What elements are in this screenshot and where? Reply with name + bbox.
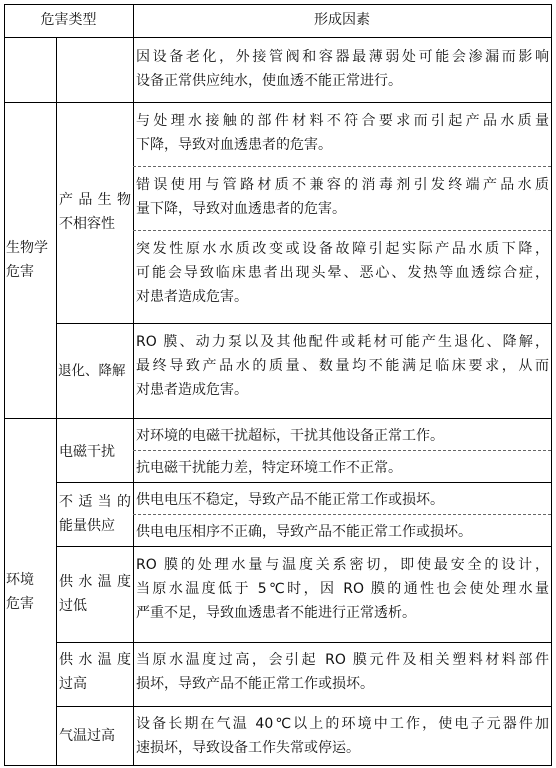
sub-power-line2: 能量供应	[59, 518, 115, 534]
factor-r10	[136, 648, 549, 696]
factor-r9	[136, 553, 549, 625]
factor-line: 当原水温度低于 5℃时，因 RO 膜的通性也会使处理水量	[136, 581, 549, 597]
factor-line: 供电电压相序不正确，导致产品不能正常工作或损坏。	[136, 524, 472, 540]
factor-line: 抗电磁干扰能力差，特定环境工作不正常。	[136, 460, 402, 476]
sub-temp-high-line2: 过高	[59, 676, 87, 692]
sub-sep-1	[56, 323, 552, 324]
sub-temp-high-line1: 供水温度	[59, 652, 131, 668]
factor-line: 量下降，导致对血透患者的危害。	[136, 201, 346, 217]
dash-sep-3	[133, 450, 551, 451]
factor-line: 可能会导致临床患者出现头晕、恶心、发热等血透综合症，	[136, 265, 549, 281]
category-env-line1: 环境	[6, 572, 34, 588]
category-bio	[6, 236, 56, 284]
sub-sep-2	[56, 482, 552, 483]
factor-r8	[136, 520, 549, 544]
sub-power-line1: 不适当的	[59, 494, 131, 510]
factor-line: 最终导致产品水的质量、数量均不能满足临床要求，从而	[136, 358, 549, 374]
sub-temp-high	[59, 648, 131, 696]
factor-line: 下降，导致对血透患者的危害。	[136, 137, 332, 153]
factor-r11	[136, 712, 549, 760]
sub-temp-low-line2: 过低	[59, 598, 87, 614]
sub-emi: 电磁干扰	[59, 444, 115, 460]
factor-r5	[136, 424, 549, 448]
factor-line: 设备长期在气温 40℃以上的环境中工作，使电子元器件加	[136, 716, 549, 732]
col-sep-2	[133, 4, 134, 766]
dash-sep-4	[133, 514, 551, 515]
sub-sep-3	[56, 546, 552, 547]
factor-r7	[136, 488, 549, 512]
factor-line: 突发性原水水质改变或设备故障引起实际产品水质下降，	[136, 241, 549, 257]
factor-r1	[136, 109, 549, 157]
factor-line: 对患者造成危害。	[136, 289, 248, 305]
factor-line: 因设备老化，外接管阀和容器最薄弱处可能会渗漏而影响	[136, 49, 549, 65]
sub-temp-low	[59, 570, 131, 618]
factor-line: 当原水温度过高，会引起 RO 膜元件及相关塑料材料部件	[136, 652, 549, 668]
category-bio-line1: 生物学	[6, 240, 48, 256]
factor-line: RO 膜、动力泵以及其他配件或耗材可能产生退化、降解，	[136, 334, 549, 350]
factor-line: 与处理水接触的部件材料不符合要求而引起产品水质量	[136, 113, 549, 129]
table-border-left	[4, 4, 5, 766]
table-border-bottom	[4, 765, 552, 766]
dash-sep-1	[133, 166, 551, 167]
factor-line: 设备正常供应纯水，使血透不能正常进行。	[136, 73, 402, 89]
row-sep-category	[4, 418, 552, 419]
sub-air-high: 气温过高	[59, 728, 115, 744]
sub-sep-4	[56, 642, 552, 643]
factor-line: 错误使用与管路材质不兼容的消毒剂引发终端产品水质	[136, 177, 549, 193]
category-env	[6, 568, 56, 616]
table-border-top	[4, 4, 552, 5]
factor-line: RO 膜的处理水量与温度关系密切，即使最安全的设计，	[136, 557, 549, 573]
factor-line: 供电电压不稳定，导致产品不能正常工作或损坏。	[136, 492, 444, 508]
category-bio-line2: 危害	[6, 264, 34, 280]
factor-r2	[136, 173, 549, 221]
row-sep-first	[4, 102, 552, 103]
factor-line: 损坏，导致产品不能正常工作或损坏。	[136, 676, 374, 692]
sub-product-incompat-line1: 产品生物	[59, 192, 131, 208]
sub-product-incompat	[59, 188, 131, 236]
sub-degradation: 退化、降解	[58, 363, 126, 379]
factor-line: 严重不足，导致血透患者不能进行正常透析。	[136, 605, 416, 621]
category-env-line2: 危害	[6, 596, 34, 612]
factor-r4	[136, 330, 549, 402]
factor-line: 速损坏，导致设备工作失常或停运。	[136, 740, 360, 756]
table-border-right	[551, 4, 552, 766]
factor-r6	[136, 456, 549, 480]
dash-sep-2	[133, 230, 551, 231]
col-sep-1	[56, 37, 57, 766]
sub-sep-5	[56, 706, 552, 707]
header-hazard-type: 危害类型	[40, 12, 97, 28]
table-border-header	[4, 37, 552, 38]
sub-temp-low-line1: 供水温度	[59, 574, 131, 590]
factor-r3	[136, 237, 549, 309]
factor-line: 对环境的电磁干扰超标，干扰其他设备正常工作。	[136, 428, 444, 444]
sub-power	[59, 490, 131, 538]
factor-r0	[136, 45, 549, 93]
header-formation-factor: 形成因素	[314, 12, 370, 28]
sub-product-incompat-line2: 不相容性	[59, 216, 115, 232]
factor-line: 对患者造成危害。	[136, 382, 248, 398]
